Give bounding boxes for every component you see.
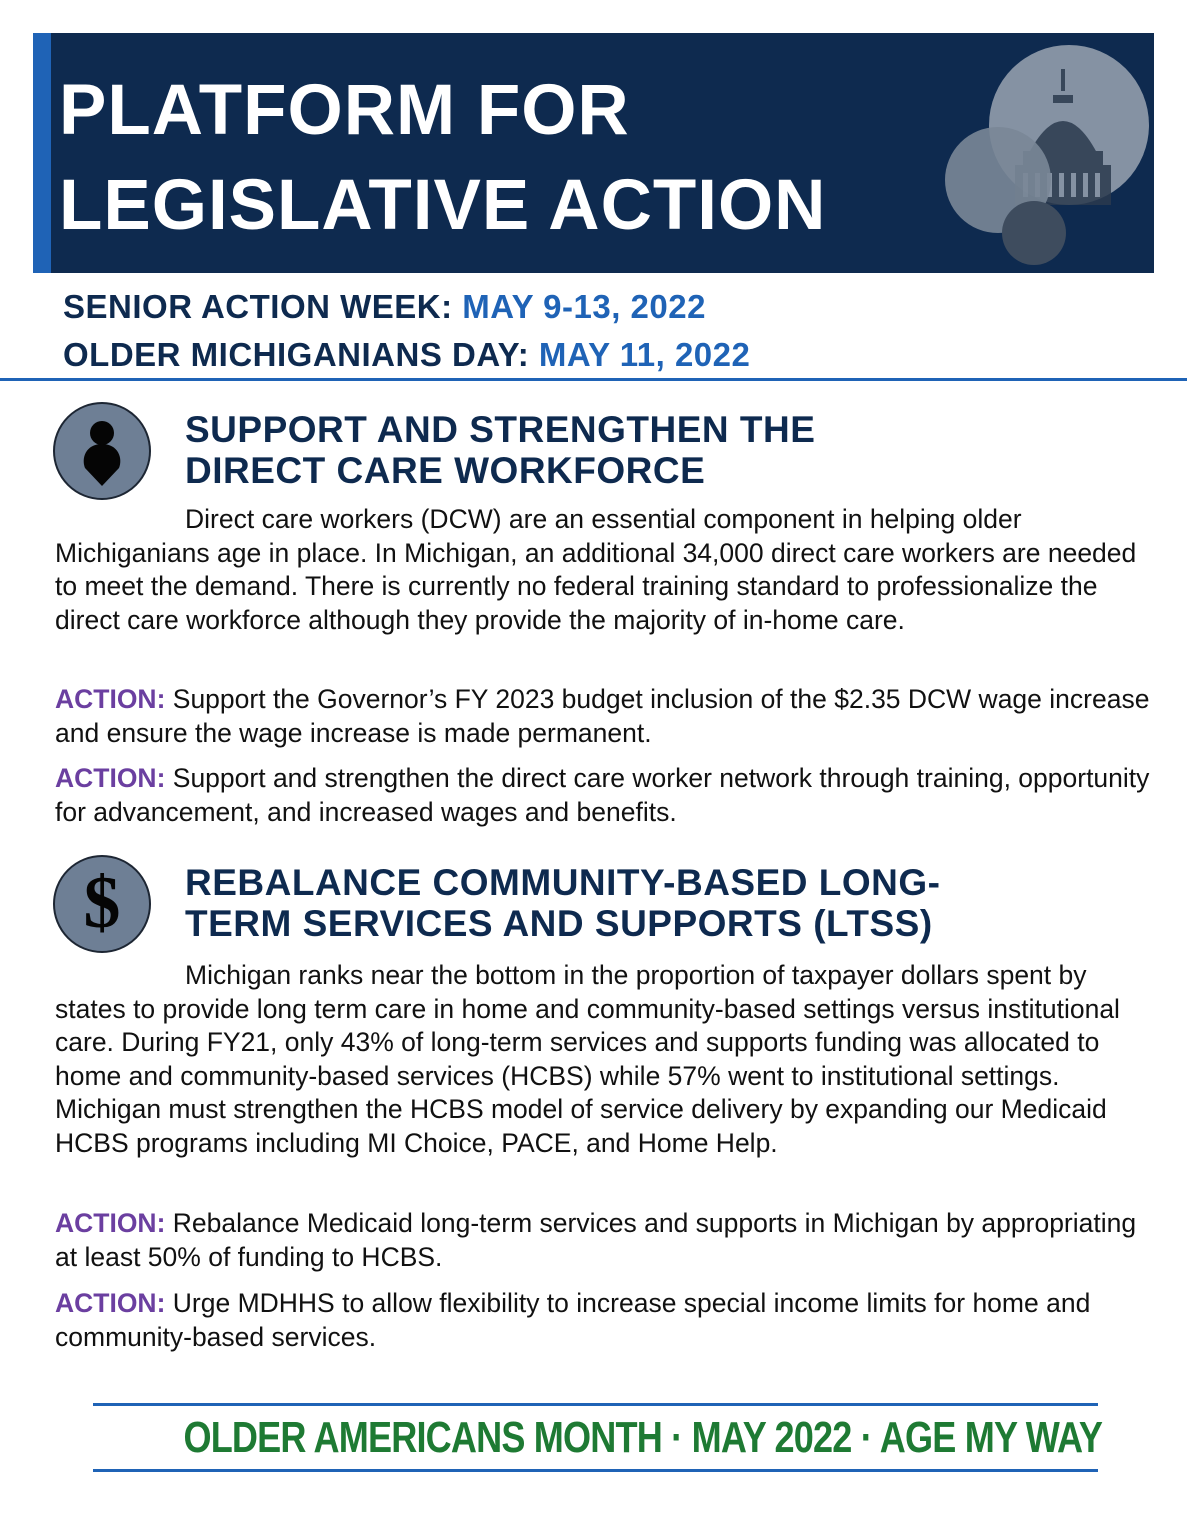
section2-action-1-text: Rebalance Medicaid long-term services and supports in Michigan by appropriating at least 50% of funding to HCBS. bbox=[55, 1208, 1137, 1272]
section1-action-1-text: Support the Governor’s FY 2023 budget inclusion of the $2.35 DCW wage increase and ensure the wage increase is made permanent. bbox=[55, 684, 1150, 748]
action-label: ACTION: bbox=[55, 763, 166, 793]
section2-heading bbox=[185, 862, 940, 944]
action-label: ACTION: bbox=[55, 1208, 166, 1238]
capitol-dome-icon bbox=[883, 33, 1154, 273]
older-michiganians-day bbox=[63, 331, 750, 379]
banner-stripe bbox=[33, 33, 51, 273]
section1-heading-line-2: DIRECT CARE WORKFORCE bbox=[185, 450, 706, 491]
section1-action-2-text: Support and strengthen the direct care worker network through training, opportunity for advancement, and increased wages and benefits. bbox=[55, 763, 1150, 827]
senior-action-week bbox=[63, 283, 750, 331]
section1-heading-line-1: SUPPORT AND STRENGTHEN THE bbox=[185, 409, 816, 450]
dollar-glyph: $ bbox=[83, 862, 121, 944]
page-title bbox=[59, 63, 826, 253]
header-banner bbox=[33, 33, 1154, 273]
event-dates bbox=[63, 283, 750, 379]
section1-body-text: Direct care workers (DCW) are an essential component in helping older Michiganians age in place. In Michigan, an additional 34,000 direct care workers are needed to meet the demand. There is currently no federal training standard to professionalize the direct care workforce although they provide the majority of in-home care. bbox=[55, 504, 1137, 635]
action-label: ACTION: bbox=[55, 1288, 166, 1318]
section2-action-1 bbox=[55, 1207, 1150, 1274]
section2-action-2 bbox=[55, 1287, 1150, 1354]
person-icon bbox=[53, 402, 151, 500]
section2-body bbox=[55, 959, 1150, 1160]
footer-rule-top bbox=[93, 1403, 1098, 1406]
footer-slogan: OLDER AMERICANS MONTH · MAY 2022 · AGE MY WAY bbox=[183, 1413, 1103, 1462]
divider bbox=[0, 378, 1187, 381]
title-line-2: LEGISLATIVE ACTION bbox=[59, 166, 827, 245]
action-label: ACTION: bbox=[55, 684, 166, 714]
senior-week-value: MAY 9-13, 2022 bbox=[462, 288, 706, 325]
older-day-label: OLDER MICHIGANIANS DAY: bbox=[63, 336, 539, 373]
title-line-1: PLATFORM FOR bbox=[59, 71, 630, 150]
senior-week-label: SENIOR ACTION WEEK: bbox=[63, 288, 463, 325]
section1-action-1 bbox=[55, 683, 1150, 750]
section1-action-2 bbox=[55, 762, 1150, 829]
section1-body bbox=[55, 503, 1150, 637]
section1-heading bbox=[185, 409, 815, 491]
footer-rule-bottom bbox=[93, 1469, 1098, 1472]
section2-heading-line-2: TERM SERVICES AND SUPPORTS (LTSS) bbox=[185, 903, 933, 944]
section2-body-text: Michigan ranks near the bottom in the proportion of taxpayer dollars spent by states to provide long term care in home and community-based settings versus institutional care. During FY21, only 43% of long-term services and supports funding was allocated to home and community-based services (HCBS) while 57% went to institutional settings. Michigan must strengthen the HCBS model of service delivery by expanding our Medicaid HCBS programs including MI Choice, PACE, and Home Help. bbox=[55, 960, 1120, 1158]
dollar-icon bbox=[53, 855, 151, 953]
section2-action-2-text: Urge MDHHS to allow flexibility to increase special income limits for home and community-based services. bbox=[55, 1288, 1091, 1352]
older-day-value: MAY 11, 2022 bbox=[538, 336, 751, 373]
section2-heading-line-1: REBALANCE COMMUNITY-BASED LONG- bbox=[185, 862, 941, 903]
